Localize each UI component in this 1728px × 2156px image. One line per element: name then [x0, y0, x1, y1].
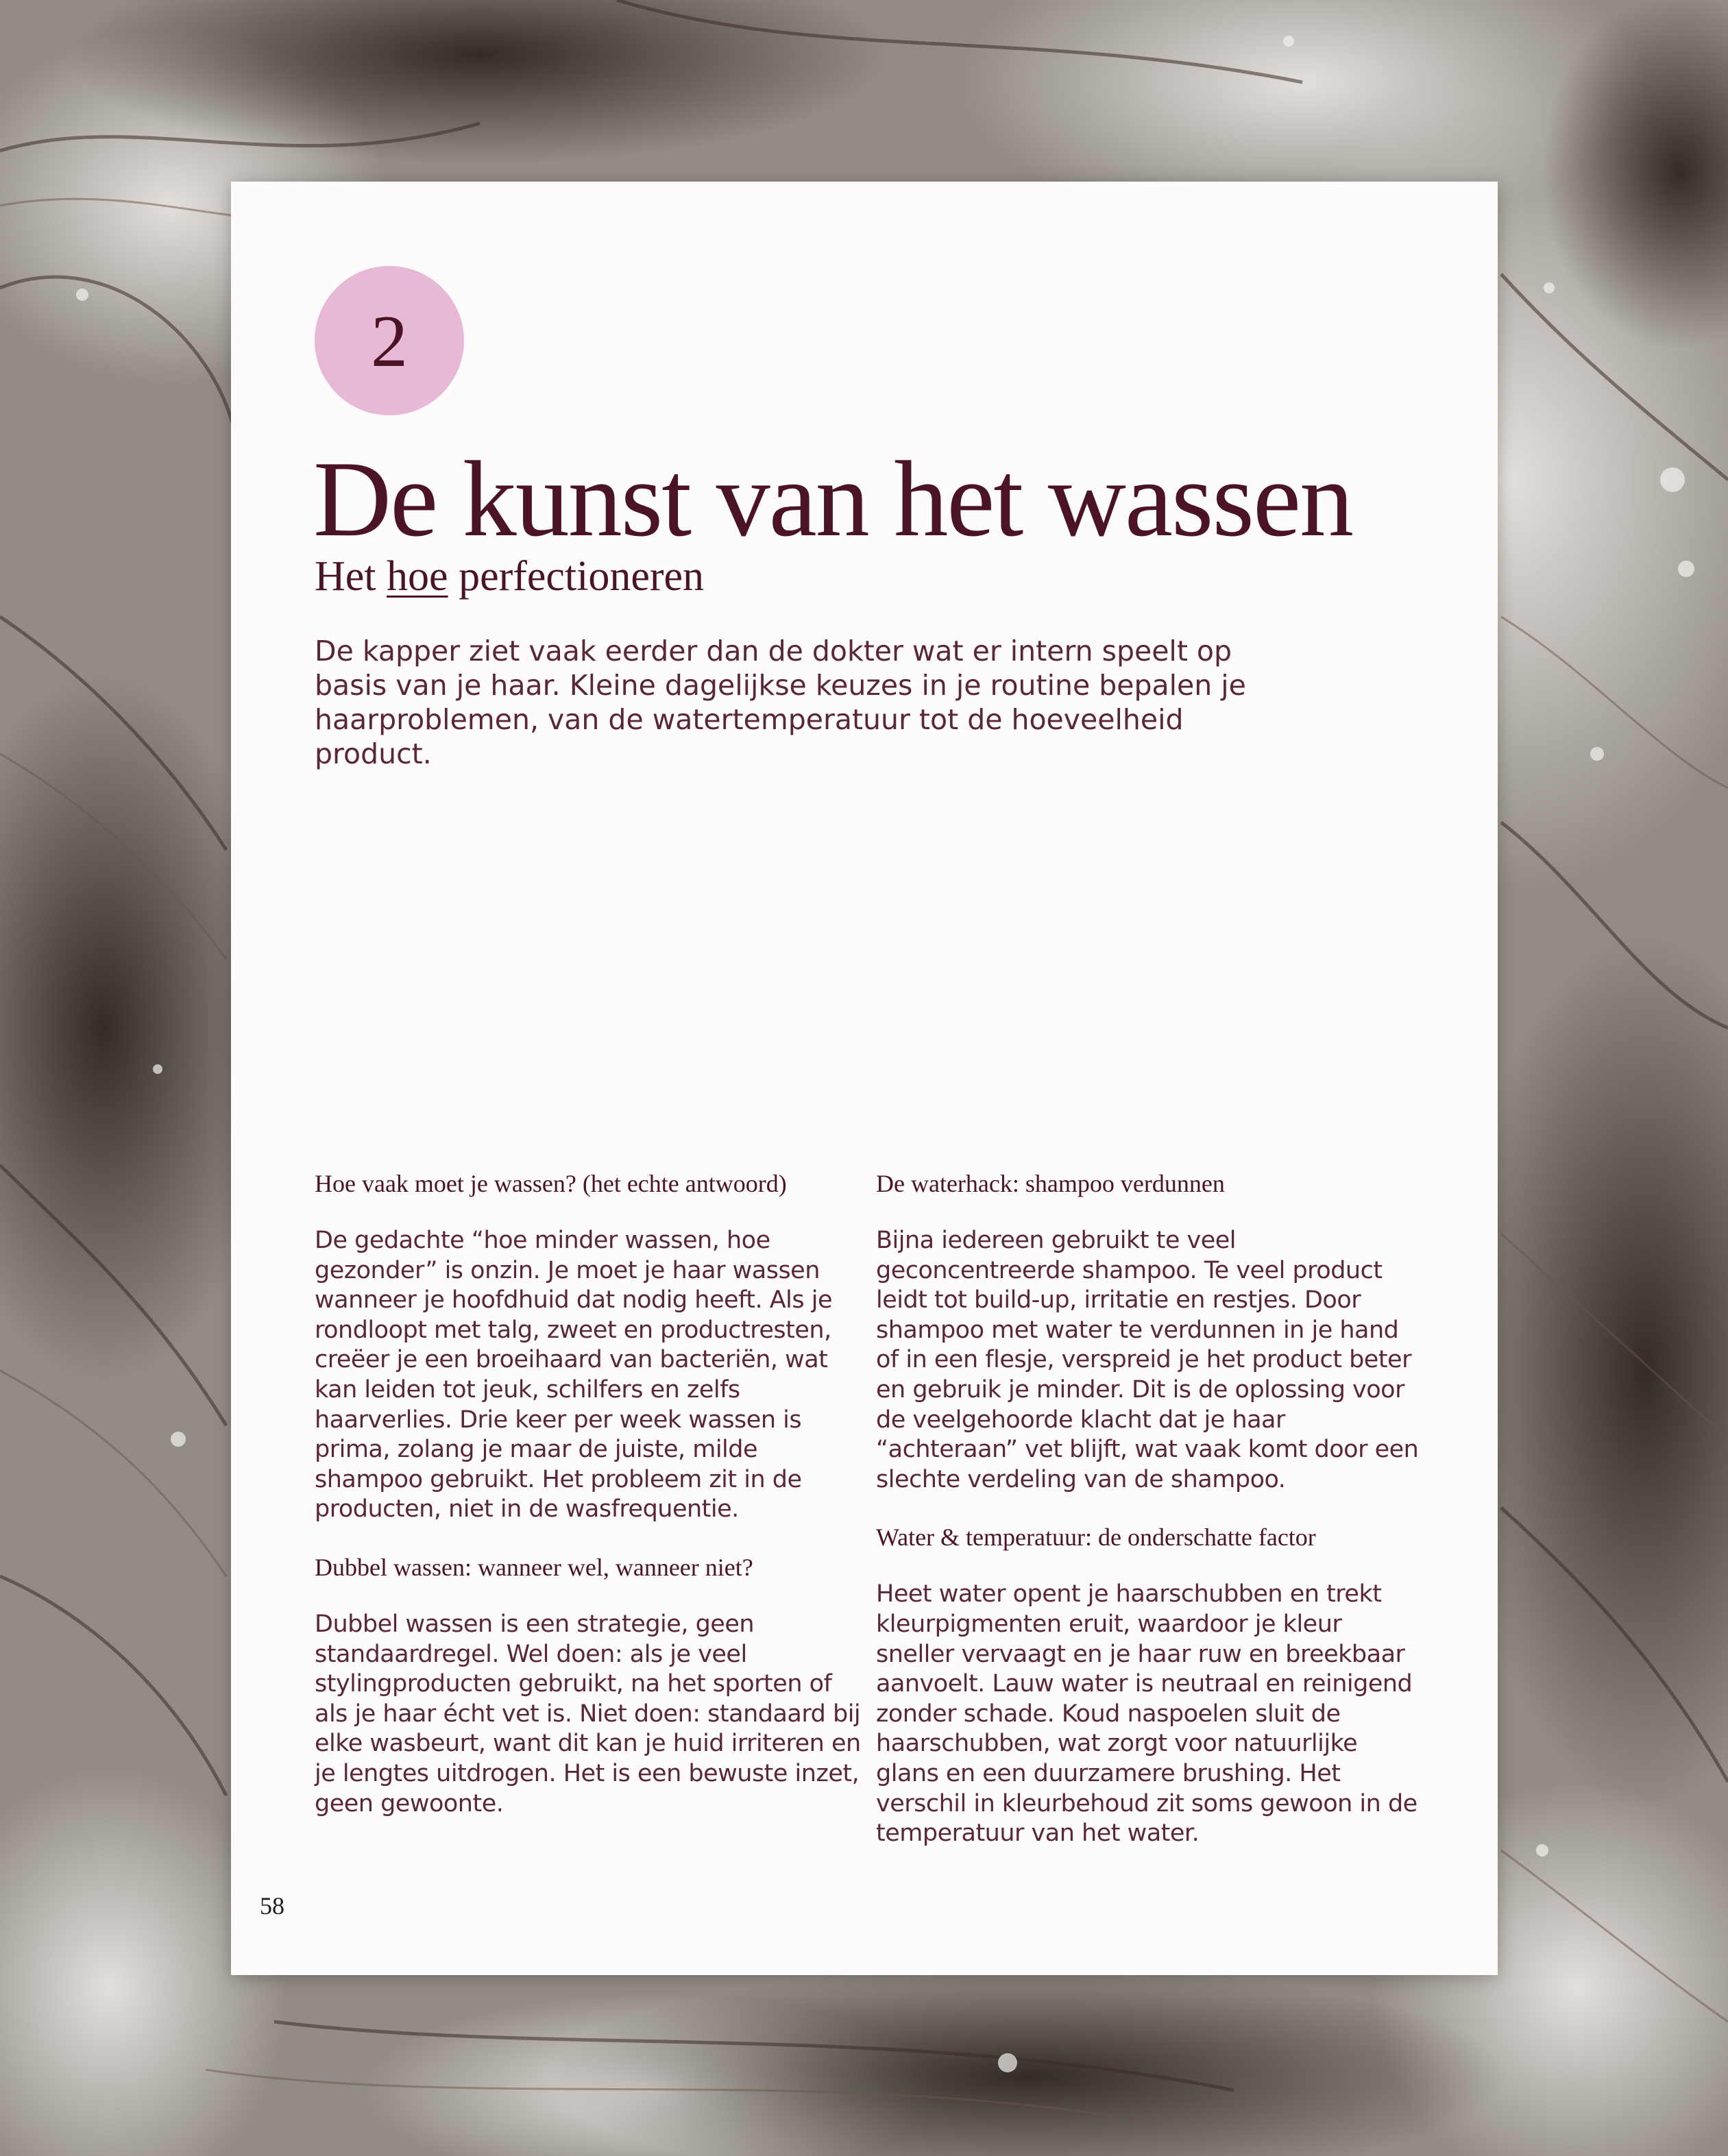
chapter-badge — [315, 266, 464, 415]
article-card — [231, 182, 1498, 1975]
section-body: Bijna iedereen gebruikt te veel geconcentreerde shampoo. Te veel product leidt tot build-up, irritatie en restjes. Door shampoo met water te verdunnen in je hand of in een flesje, verspreid je het product beter en gebruik je minder. Dit is de oplossing voor de veelgehoorde klacht dat je haar “achteraan” vet blijft, wat vaak komt door een slechte verdeling van de shampoo. — [876, 1227, 1419, 1493]
page-number: 58 — [260, 1892, 284, 1920]
section-body: Heet water opent je haarschubben en trekt kleurpigmenten eruit, waardoor je kleur sneller vervaagt en je haar ruw en breekbaar aanvoelt. Lauw water is neutraal en reinigend zonder schade. Koud naspoelen sluit de haarschubben, wat zorgt voor natuurlijke glans en een duurzamere brushing. Het verschil in kleurbehoud zit soms gewoon in de temperatuur van het water. — [876, 1580, 1417, 1848]
section-body: Dubbel wassen is een strategie, geen standaardregel. Wel doen: als je veel stylingproducten gebruikt, na het sporten of als je haar écht vet is. Niet doen: standaard bij elke wasbeurt, want dit kan je huid irriteren en je lengtes uitdrogen. Het is een bewuste inzet, geen gewoonte. — [315, 1610, 861, 1817]
section-body: De gedachte “hoe minder wassen, hoe gezonder” is onzin. Je moet je haar wassen wanneer je hoofdhuid dat nodig heeft. Als je rondloopt met talg, zweet en productresten, creëer je een broeihaard van bacteriën, wat kan leiden tot jeuk, schilfers en zelfs haarverlies. Drie keer per week wassen is prima, zolang je maar de juiste, milde shampoo gebruikt. Het probleem zit in de producten, niet in de wasfrequentie. — [315, 1227, 832, 1523]
article-subtitle — [315, 555, 704, 598]
left-column — [315, 1168, 863, 1819]
article-intro: De kapper ziet vaak eerder dan de dokter wat er intern speelt op basis van je haar. Kleine dagelijkse keuzes in je routine bepalen je haarproblemen, van de watertemperatuur tot de hoeveelheid product. — [315, 635, 1246, 770]
section-heading: Hoe vaak moet je wassen? (het echte antwoord) — [315, 1170, 787, 1197]
right-column — [876, 1168, 1424, 1849]
section-heading: Dubbel wassen: wanneer wel, wanneer niet? — [315, 1553, 753, 1581]
subtitle-after: perfectioneren — [448, 553, 705, 600]
chapter-number: 2 — [371, 301, 408, 382]
subtitle-before: Het — [315, 553, 387, 600]
section-water-hack — [876, 1168, 1424, 1495]
section-double-wash — [315, 1552, 863, 1819]
section-heading: Water & temperatuur: de onderschatte factor — [876, 1523, 1316, 1552]
subtitle-emphasis: hoe — [387, 553, 448, 600]
section-heading: De waterhack: shampoo verdunnen — [876, 1170, 1225, 1197]
section-wash-frequency — [315, 1168, 863, 1525]
section-water-temperature — [876, 1522, 1424, 1848]
article-title: De kunst van het wassen — [313, 439, 1353, 559]
